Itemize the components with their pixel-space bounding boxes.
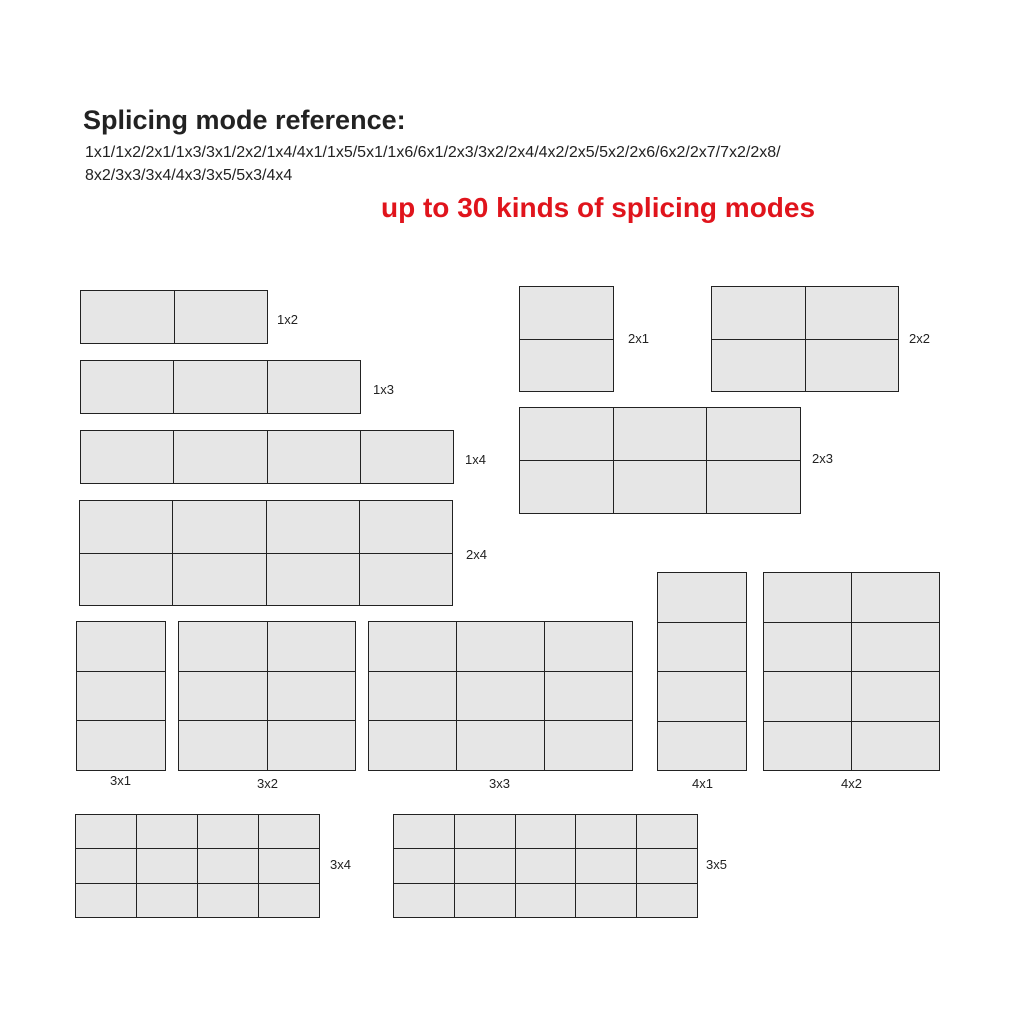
layout-2x3-grid: [519, 407, 801, 514]
screen-panel: [637, 884, 697, 917]
screen-panel: [81, 291, 174, 343]
screen-panel: [658, 672, 746, 721]
screen-panel: [268, 431, 360, 483]
screen-panel: [806, 287, 899, 339]
screen-panel: [198, 815, 258, 848]
screen-panel: [764, 672, 851, 721]
layout-4x2-grid: [763, 572, 940, 771]
screen-panel: [457, 721, 544, 770]
screen-panel: [198, 849, 258, 882]
screen-panel: [394, 815, 454, 848]
layout-4x2-label: 4x2: [841, 776, 862, 791]
layout-2x1-label: 2x1: [628, 331, 649, 346]
screen-panel: [76, 815, 136, 848]
screen-panel: [658, 573, 746, 622]
reference-title: Splicing mode reference:: [83, 105, 406, 135]
screen-panel: [545, 622, 632, 671]
screen-panel: [576, 815, 636, 848]
layout-1x2-grid: [80, 290, 268, 344]
modes-count-highlight: up to 30 kinds of splicing modes: [381, 192, 816, 223]
screen-panel: [77, 672, 165, 721]
screen-panel: [516, 884, 576, 917]
screen-panel: [259, 815, 319, 848]
layout-4x1-label: 4x1: [692, 776, 713, 791]
layout-4x1-grid: [657, 572, 747, 771]
layout-2x2-grid: [711, 286, 899, 392]
layout-3x3-grid: [368, 621, 633, 771]
screen-panel: [77, 622, 165, 671]
screen-panel: [806, 340, 899, 392]
screen-panel: [764, 623, 851, 672]
screen-panel: [455, 849, 515, 882]
screen-panel: [174, 361, 266, 413]
screen-panel: [174, 431, 266, 483]
screen-panel: [455, 815, 515, 848]
screen-panel: [520, 287, 613, 339]
screen-panel: [198, 884, 258, 917]
screen-panel: [179, 721, 267, 770]
screen-panel: [520, 408, 613, 460]
screen-panel: [81, 431, 173, 483]
screen-panel: [369, 721, 456, 770]
screen-panel: [576, 849, 636, 882]
screen-panel: [259, 884, 319, 917]
screen-panel: [137, 884, 197, 917]
screen-panel: [614, 408, 707, 460]
screen-panel: [516, 815, 576, 848]
screen-panel: [369, 622, 456, 671]
screen-panel: [173, 554, 265, 606]
screen-panel: [852, 623, 939, 672]
screen-panel: [179, 672, 267, 721]
screen-panel: [268, 672, 356, 721]
layout-2x4-label: 2x4: [466, 547, 487, 562]
screen-panel: [516, 849, 576, 882]
screen-panel: [394, 849, 454, 882]
screen-panel: [637, 815, 697, 848]
screen-panel: [707, 461, 800, 513]
screen-panel: [457, 672, 544, 721]
screen-panel: [707, 408, 800, 460]
layout-3x2-grid: [178, 621, 356, 771]
layout-2x3-label: 2x3: [812, 451, 833, 466]
screen-panel: [852, 573, 939, 622]
screen-panel: [267, 554, 359, 606]
screen-panel: [259, 849, 319, 882]
screen-panel: [545, 672, 632, 721]
screen-panel: [520, 461, 613, 513]
screen-panel: [80, 554, 172, 606]
screen-panel: [658, 623, 746, 672]
layout-3x1-label: 3x1: [110, 773, 131, 788]
layout-1x4-grid: [80, 430, 454, 484]
layout-2x2-label: 2x2: [909, 331, 930, 346]
screen-panel: [712, 287, 805, 339]
layout-1x3-grid: [80, 360, 361, 414]
screen-panel: [268, 721, 356, 770]
screen-panel: [77, 721, 165, 770]
screen-panel: [361, 431, 453, 483]
screen-panel: [81, 361, 173, 413]
screen-panel: [852, 722, 939, 771]
layout-1x2-label: 1x2: [277, 312, 298, 327]
layout-1x3-label: 1x3: [373, 382, 394, 397]
layout-3x5-label: 3x5: [706, 857, 727, 872]
layout-1x4-label: 1x4: [465, 452, 486, 467]
screen-panel: [173, 501, 265, 553]
screen-panel: [457, 622, 544, 671]
screen-panel: [137, 815, 197, 848]
screen-panel: [268, 622, 356, 671]
screen-panel: [369, 672, 456, 721]
screen-panel: [76, 849, 136, 882]
screen-panel: [80, 501, 172, 553]
screen-panel: [637, 849, 697, 882]
layout-3x1-grid: [76, 621, 166, 771]
layout-3x4-grid: [75, 814, 320, 918]
screen-panel: [520, 340, 613, 392]
layout-3x2-label: 3x2: [257, 776, 278, 791]
modes-list: [85, 141, 965, 187]
screen-panel: [614, 461, 707, 513]
screen-panel: [394, 884, 454, 917]
modes-list-line-1: 1x1/1x2/2x1/1x3/3x1/2x2/1x4/4x1/1x5/5x1/1x6/6x1/2x3/3x2/2x4/4x2/2x5/5x2/2x6/6x2/2x7/7x2/2x8/: [85, 144, 781, 161]
screen-panel: [712, 340, 805, 392]
screen-panel: [764, 722, 851, 771]
screen-panel: [175, 291, 268, 343]
screen-panel: [268, 361, 360, 413]
screen-panel: [179, 622, 267, 671]
screen-panel: [137, 849, 197, 882]
screen-panel: [764, 573, 851, 622]
screen-panel: [76, 884, 136, 917]
screen-panel: [576, 884, 636, 917]
screen-panel: [852, 672, 939, 721]
screen-panel: [455, 884, 515, 917]
screen-panel: [360, 554, 452, 606]
layout-3x3-label: 3x3: [489, 776, 510, 791]
screen-panel: [360, 501, 452, 553]
screen-panel: [545, 721, 632, 770]
layout-2x1-grid: [519, 286, 614, 392]
layout-2x4-grid: [79, 500, 453, 606]
modes-list-line-2: 8x2/3x3/3x4/4x3/3x5/5x3/4x4: [85, 167, 293, 184]
layout-3x4-label: 3x4: [330, 857, 351, 872]
screen-panel: [267, 501, 359, 553]
layout-3x5-grid: [393, 814, 698, 918]
screen-panel: [658, 722, 746, 771]
